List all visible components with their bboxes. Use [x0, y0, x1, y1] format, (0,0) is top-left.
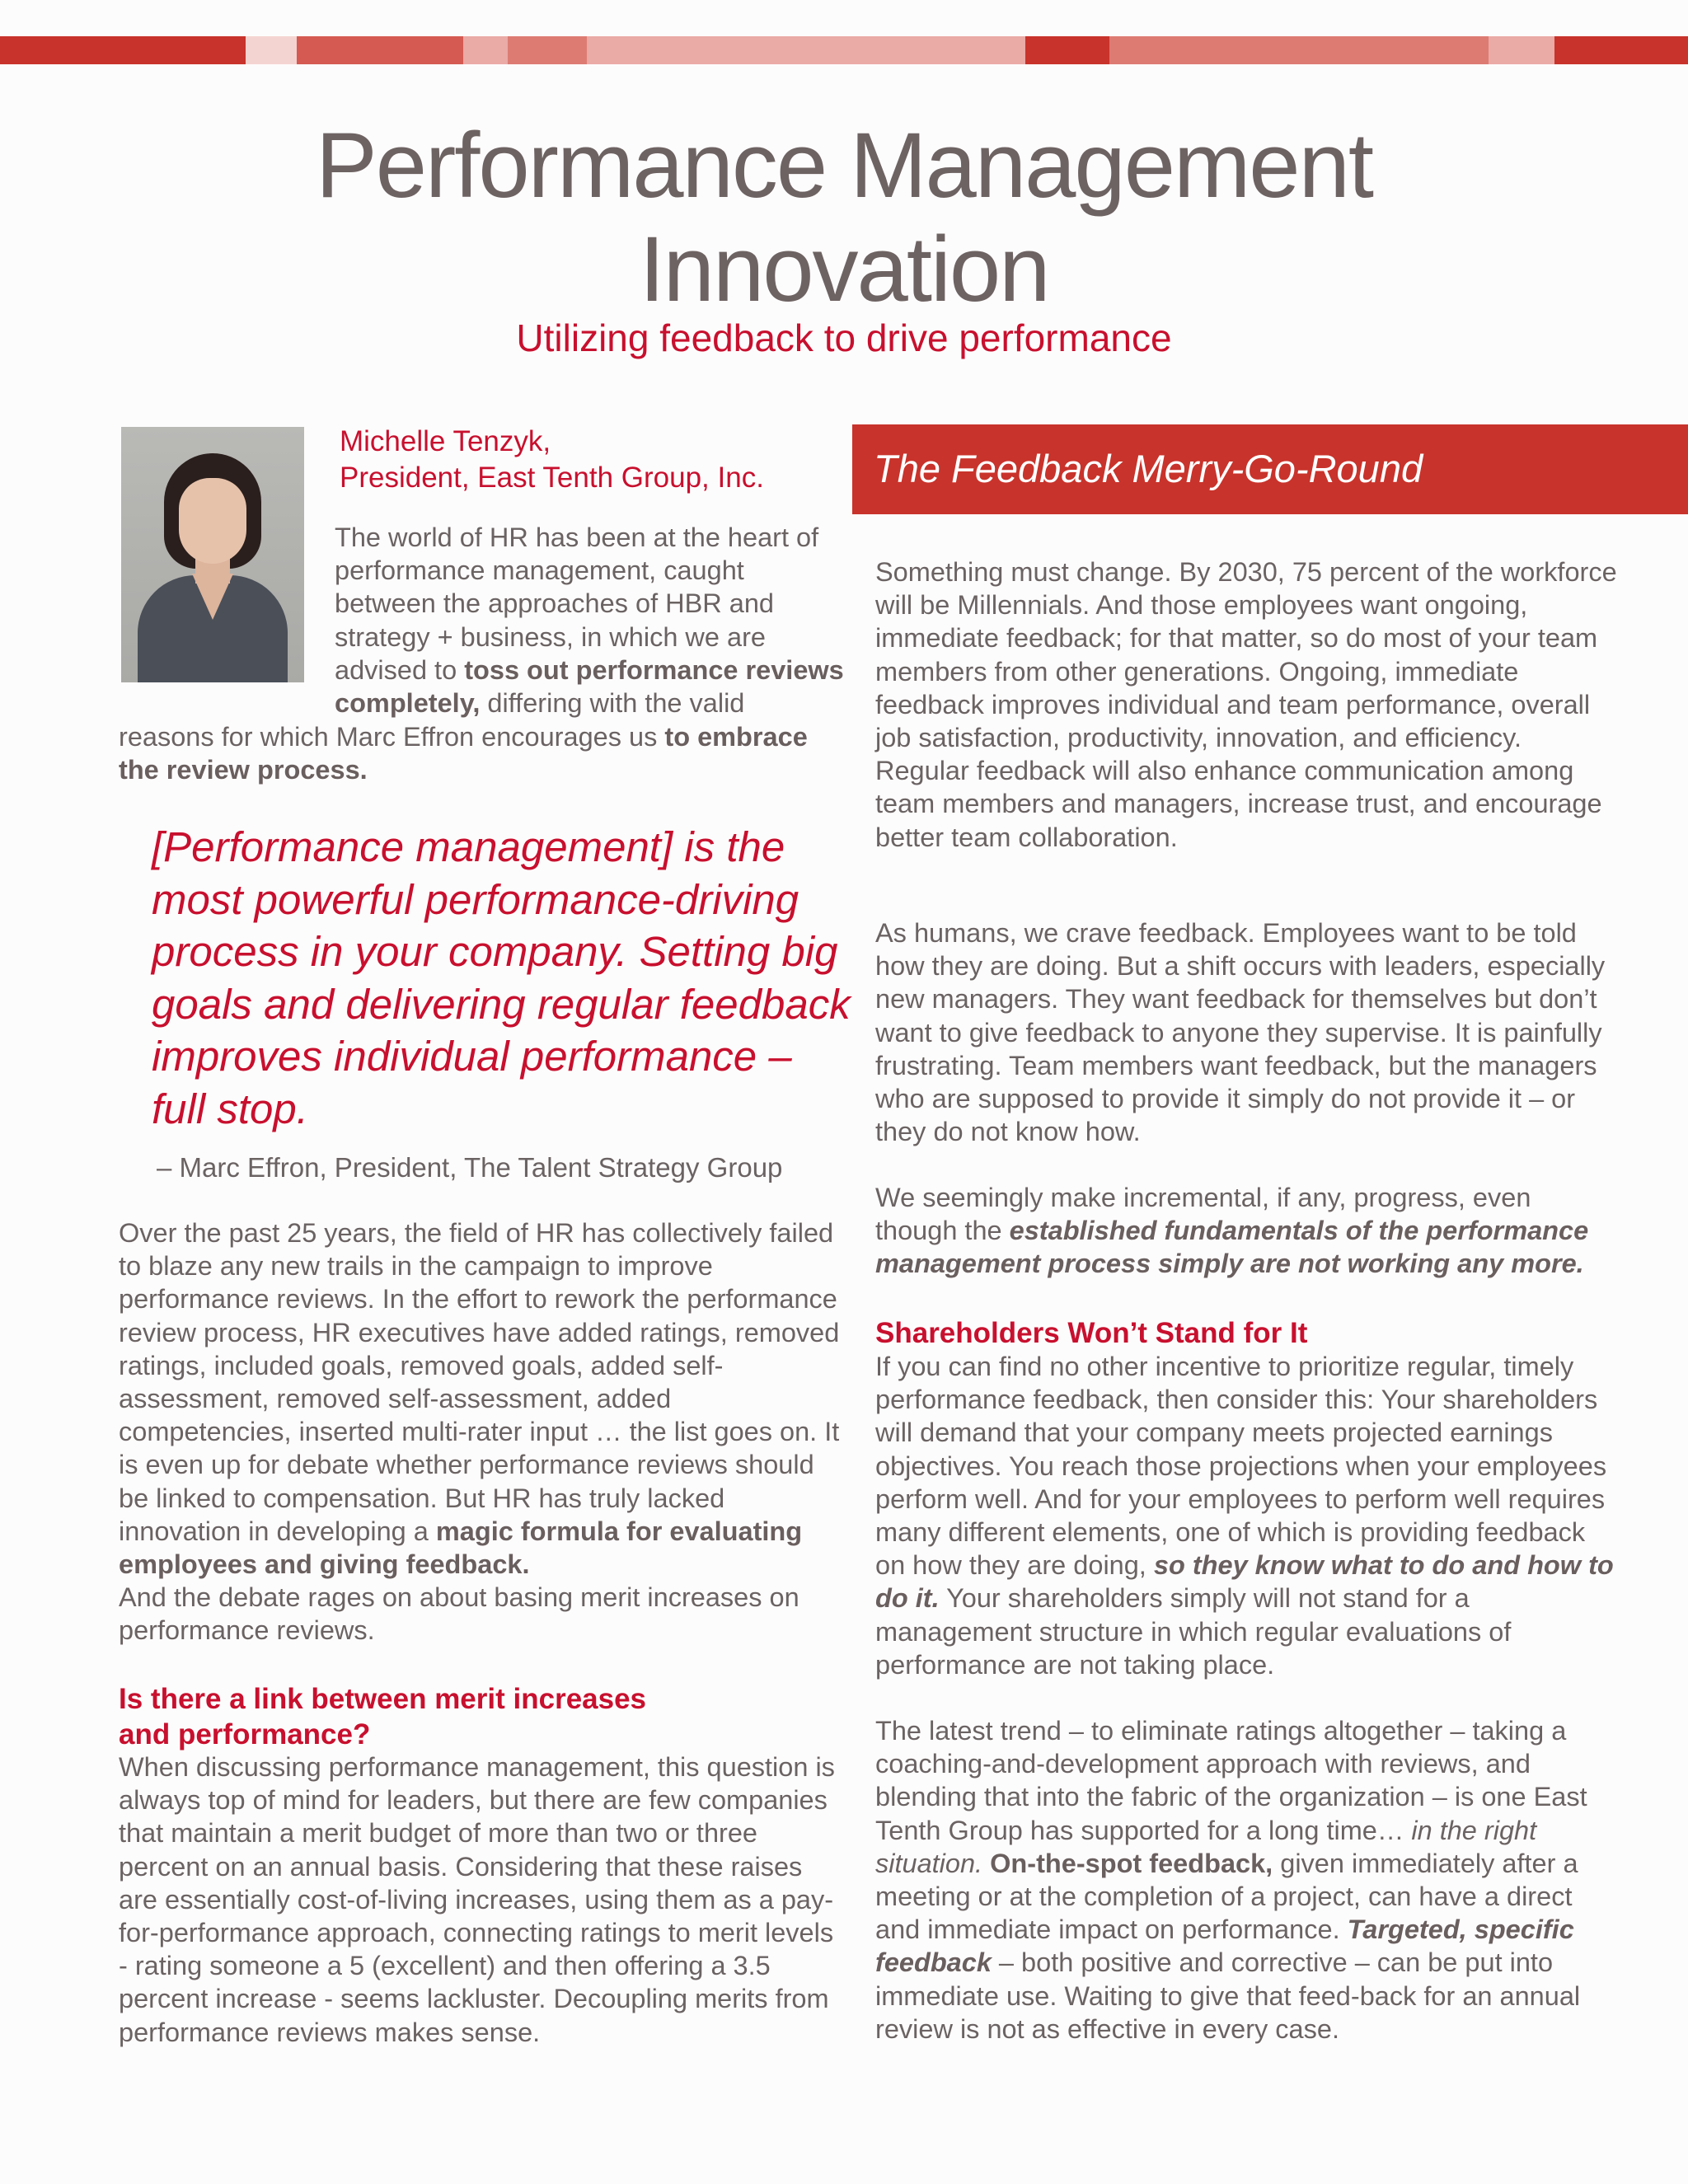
left-paragraph-2: When discussing performance management, this question is always top of mind for leaders, but there are few companies that maintain a merit budget of more than two or three percent on an annual basis. Considering that these raises are essentially cost-of-living increases, using them as a pay-for-performance approach, connecting ratings to merit levels - rating someone a 5 (excellent) and then offering a 3.5 percent increase - seems lackluster. Decoupling merits from performance reviews makes sense. [119, 1752, 835, 2047]
author-byline [340, 424, 834, 496]
paragraph-bold-italic: Targeted, specific feedback [875, 1915, 1574, 1978]
intro-text: differing with the valid [480, 688, 745, 719]
paragraph-bold-italic: established fundamentals of the performance management process simply are not working any more. [875, 1216, 1589, 1279]
color-stripe [0, 36, 246, 64]
paragraph-bold: On-the-spot feedback, [982, 1848, 1273, 1878]
intro-bold: toss out performance reviews completely, [335, 654, 844, 719]
paragraph-text: Your shareholders simply will not stand for a management structure in which regular evaluations of performance are not taking place. [875, 1583, 1512, 1680]
title-line-1: Performance Management [315, 114, 1372, 217]
right-paragraph-1: Something must change. By 2030, 75 percent of the workforce will be Millennials. And those employees want ongoing, immediate feedback; for that matter, so do most of your team members from other generations. Ongoing, immediate feedback improves individual and team performance, overall job satisfaction, productivity, innovation, and efficiency. Regular feedback will also enhance communication among team members and managers, increase trust, and encourage better team collaboration. [875, 557, 1617, 852]
intro-paragraph-continued [119, 720, 844, 786]
color-stripe [1554, 36, 1688, 64]
right-paragraph-5 [875, 1714, 1617, 2046]
quote-attribution: – Marc Effron, President, The Talent Strategy Group [157, 1152, 783, 1183]
color-stripe [587, 36, 1025, 64]
paragraph-text: The latest trend – to eliminate ratings altogether – taking a coaching-and-development approach with reviews, and blending that into the fabric of the organization – is one East Tenth Group has supported for a long time… [875, 1716, 1587, 1845]
page-subtitle: Utilizing feedback to drive performance [516, 316, 1172, 359]
color-stripe [463, 36, 508, 64]
page-title [0, 114, 1688, 321]
paragraph-text: – both positive and corrective – can be put into immediate use. Waiting to give that feed-back for an annual review is not as effective in every case. [875, 1947, 1581, 2044]
color-stripe [1025, 36, 1109, 64]
color-stripe [508, 36, 587, 64]
paragraph-bold: magic formula for evaluating employees and giving feedback. [119, 1516, 803, 1580]
author-name: Michelle Tenzyk, [340, 425, 551, 457]
paragraph-text: And the debate rages on about basing merit increases on performance reviews. [119, 1582, 799, 1646]
right-paragraph-4 [875, 1350, 1617, 1681]
color-stripe [297, 36, 463, 64]
paragraph-text: given immediately after a meeting or at the completion of a project, can have a direct and immediate impact on performance. [875, 1848, 1578, 1945]
intro-paragraph [335, 521, 846, 719]
paragraph-text: If you can find no other incentive to prioritize regular, timely performance feedback, then consider this: Your shareholders will demand that your company meets projected earnings objectives. You reach those projections when your employees perform well. And for your employees to perform well requires many different elements, one of which is providing feedback on how they are doing, [875, 1352, 1607, 1581]
paragraph-text: We seemingly make incremental, if any, progress, even though the [875, 1183, 1531, 1246]
color-stripe [1489, 36, 1554, 64]
heading-line: and performance? [119, 1718, 371, 1750]
author-photo [121, 427, 304, 682]
banner-title: The Feedback Merry-Go-Round [874, 447, 1423, 490]
intro-text: The world of HR has been at the heart of performance management, caught between the approaches of HBR and strategy + business, in which we are advised to [335, 523, 819, 685]
header-color-bar [0, 36, 1688, 64]
color-stripe [246, 36, 297, 64]
color-stripe [1109, 36, 1489, 64]
title-line-2: Innovation [639, 218, 1049, 321]
section-banner [852, 424, 1688, 514]
left-paragraph-1 [119, 1216, 844, 1647]
pull-quote: [Performance management] is the most powerful performance-driving process in your company. Setting big goals and delivering regular feedback improves individual performance – full stop. [152, 823, 851, 1132]
author-role: President, East Tenth Group, Inc. [340, 462, 764, 494]
intro-text: reasons for which Marc Effron encourages us [119, 722, 665, 752]
paragraph-bold-italic: so they know what to do and how to do it. [875, 1550, 1614, 1614]
right-paragraph-2: As humans, we crave feedback. Employees want to be told how they are doing. But a shift occurs with leaders, especially new managers. They want feedback for themselves but don’t want to give feedback to anyone they supervise. It is painfully frustrating. Team members want feedback, but the managers who are supposed to provide it simply do not provide it – or they do not know how. [875, 918, 1606, 1147]
intro-bold: to embrace the review process. [119, 722, 808, 785]
paragraph-text: Over the past 25 years, the field of HR has collectively failed to blaze any new trails in the campaign to improve performance reviews. In the effort to rework the performance review process, HR executives have added ratings, removed ratings, included goals, removed goals, added self-assessment, removed self-assessment, added competencies, inserted multi-rater input … the list goes on. It is even up for debate whether performance reviews should be linked to compensation. But HR has truly lacked innovation in developing a [119, 1218, 840, 1546]
section-heading-merit [119, 1681, 844, 1752]
heading-line: Is there a link between merit increases [119, 1683, 647, 1715]
right-paragraph-3 [875, 1181, 1617, 1281]
section-heading-shareholders: Shareholders Won’t Stand for It [875, 1317, 1308, 1349]
paragraph-italic: in the right situation. [875, 1815, 1537, 1878]
